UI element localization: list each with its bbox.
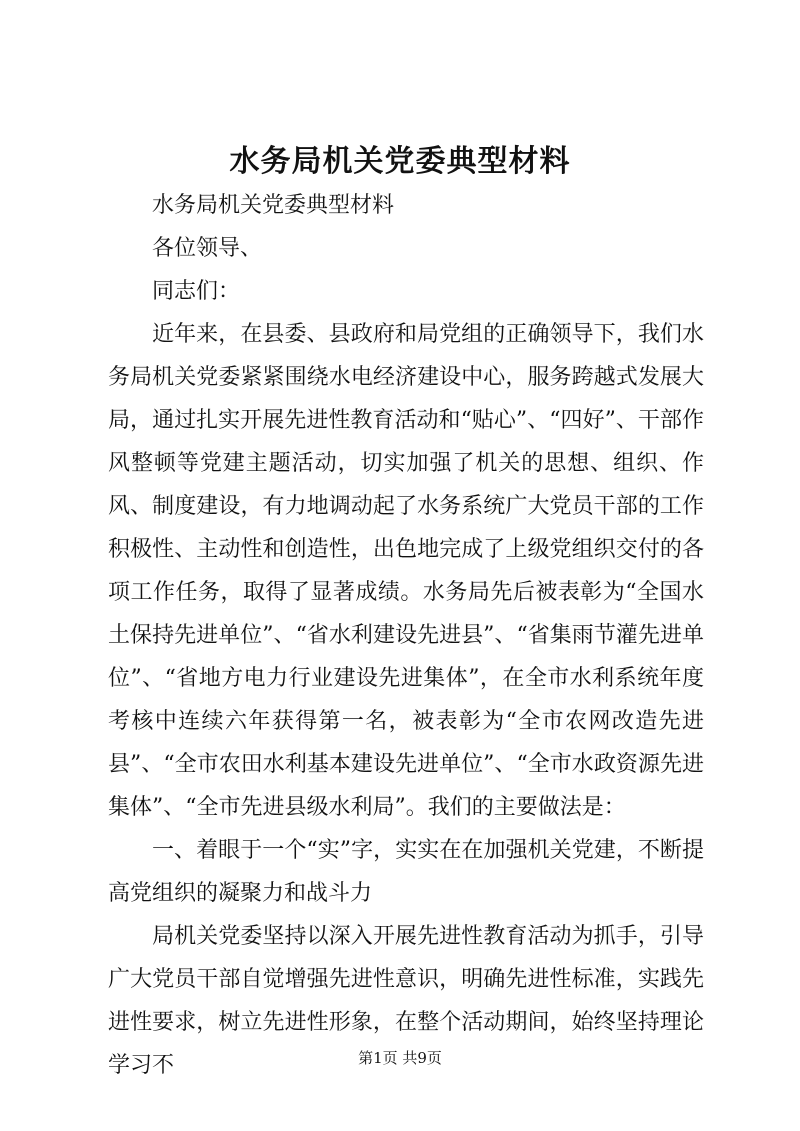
paragraph-salutation-1: 各位领导、 (152, 236, 263, 261)
page-number: 第1页 共9页 (358, 1049, 442, 1067)
paragraph-salutation-2: 同志们： (152, 279, 241, 304)
document-body (108, 184, 704, 1087)
paragraph-intro: 近年来，在县委、县政府和局党组的正确领导下，我们水务局机关党委紧紧围绕水电经济建设中心，服务跨越式发展大局，通过扎实开展先进性教育活动和“贴心”、“四好”、干部作风整顿等党建主题活动，切实加强了机关的思想、组织、作风、制度建设，有力地调动起了水务系统广大党员干部的工作积极性、主动性和创造性，出色地完成了上级党组织交付的各项工作任务，取得了显著成绩。水务局先后被表彰为“全国水土保持先进单位”、“省水利建设先进县”、“省集雨节灌先进单位”、“省地方电力行业建设先进集体”，在全市水利系统年度考核中连续六年获得第一名，被表彰为“全市农网改造先进县”、“全市农田水利基本建设先进单位”、“全市水政资源先进集体”、“全市先进县级水利局”。我们的主要做法是： (108, 322, 704, 820)
paragraph-section-body: 局机关党委坚持以深入开展先进性教育活动为抓手，引导广大党员干部自觉增强先进性意识，明确先进性标准，实践先进性要求，树立先进性形象，在整个活动期间，始终坚持理论学习不 (108, 924, 704, 1078)
document-title: 水务局机关党委典型材料 (229, 144, 571, 179)
paragraph-section-heading: 一、着眼于一个“实”字，实实在在加强机关党建，不断提高党组织的凝聚力和战斗力 (108, 838, 704, 906)
paragraph-subtitle: 水务局机关党委典型材料 (152, 193, 395, 218)
